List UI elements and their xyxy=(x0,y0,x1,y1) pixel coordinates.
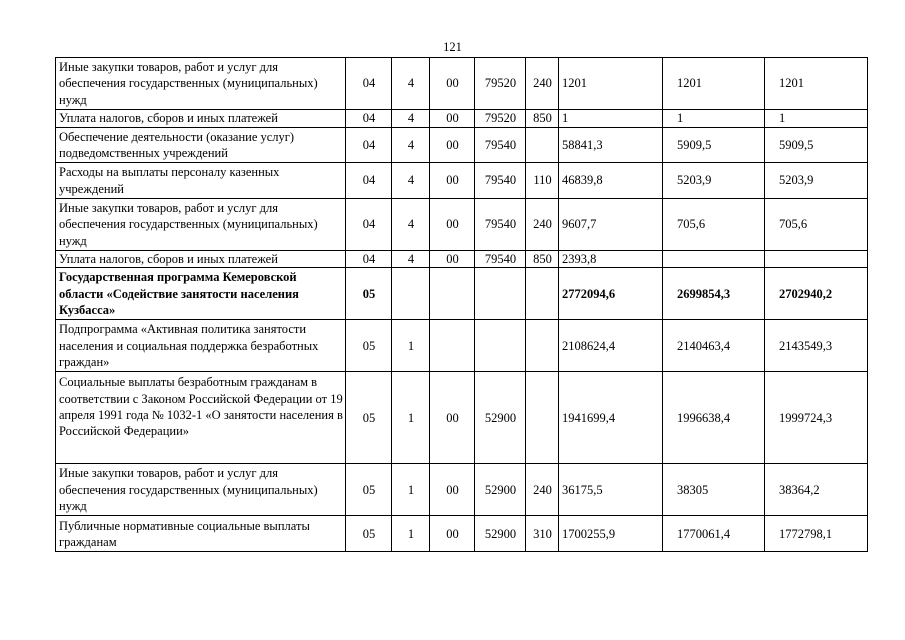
expense-type-code: 240 xyxy=(526,58,559,110)
section-code: 04 xyxy=(346,199,392,251)
section-code: 04 xyxy=(346,58,392,110)
row-name: Обеспечение деятельности (оказание услуг) подведомственных учреждений xyxy=(56,128,346,163)
section-code: 05 xyxy=(346,320,392,372)
row-name: Расходы на выплаты персоналу казенных учреждений xyxy=(56,163,346,199)
main-measure-code: 00 xyxy=(430,110,475,128)
direction-code: 52900 xyxy=(475,464,526,516)
main-measure-code: 00 xyxy=(430,372,475,464)
amount-year-3 xyxy=(765,251,868,268)
amount-year-3: 5203,9 xyxy=(765,163,868,199)
expense-type-code xyxy=(526,320,559,372)
subprogram-code: 4 xyxy=(392,163,430,199)
table-row xyxy=(56,199,868,251)
table-row-program xyxy=(56,268,868,320)
expense-type-code: 240 xyxy=(526,464,559,516)
direction-code xyxy=(475,320,526,372)
amount-year-2: 1201 xyxy=(663,58,765,110)
amount-year-3: 1772798,1 xyxy=(765,516,868,552)
main-measure-code xyxy=(430,320,475,372)
amount-year-2: 1770061,4 xyxy=(663,516,765,552)
main-measure-code: 00 xyxy=(430,199,475,251)
table-row xyxy=(56,372,868,464)
subprogram-code: 4 xyxy=(392,199,430,251)
main-measure-code: 00 xyxy=(430,58,475,110)
subprogram-code: 4 xyxy=(392,251,430,268)
row-name: Государственная программа Кемеровской области «Содействие занятости населения Кузбасса» xyxy=(56,268,346,320)
amount-year-2: 5909,5 xyxy=(663,128,765,163)
expense-type-code xyxy=(526,268,559,320)
section-code: 04 xyxy=(346,163,392,199)
row-name: Иные закупки товаров, работ и услуг для обеспечения государственных (муниципальных) нужд xyxy=(56,464,346,516)
main-measure-code: 00 xyxy=(430,516,475,552)
row-name: Уплата налогов, сборов и иных платежей xyxy=(56,251,346,268)
amount-year-1: 36175,5 xyxy=(559,464,663,516)
budget-table-body xyxy=(56,58,868,552)
table-row xyxy=(56,320,868,372)
amount-year-2: 1 xyxy=(663,110,765,128)
amount-year-3: 1 xyxy=(765,110,868,128)
table-row xyxy=(56,128,868,163)
amount-year-1: 9607,7 xyxy=(559,199,663,251)
amount-year-2: 1996638,4 xyxy=(663,372,765,464)
expense-type-code: 310 xyxy=(526,516,559,552)
amount-year-2: 2140463,4 xyxy=(663,320,765,372)
section-code: 04 xyxy=(346,251,392,268)
subprogram-code xyxy=(392,268,430,320)
amount-year-3: 705,6 xyxy=(765,199,868,251)
section-code: 05 xyxy=(346,268,392,320)
amount-year-2: 38305 xyxy=(663,464,765,516)
direction-code: 79520 xyxy=(475,110,526,128)
row-name: Подпрограмма «Активная политика занятости населения и социальная поддержка безработных граждан» xyxy=(56,320,346,372)
amount-year-3: 5909,5 xyxy=(765,128,868,163)
subprogram-code: 1 xyxy=(392,372,430,464)
main-measure-code xyxy=(430,268,475,320)
table-row xyxy=(56,58,868,110)
amount-year-1: 1941699,4 xyxy=(559,372,663,464)
section-code: 04 xyxy=(346,128,392,163)
section-code: 05 xyxy=(346,516,392,552)
direction-code: 52900 xyxy=(475,516,526,552)
table-row xyxy=(56,516,868,552)
amount-year-2 xyxy=(663,251,765,268)
amount-year-1: 1 xyxy=(559,110,663,128)
main-measure-code: 00 xyxy=(430,251,475,268)
section-code: 04 xyxy=(346,110,392,128)
amount-year-3: 2143549,3 xyxy=(765,320,868,372)
direction-code: 52900 xyxy=(475,372,526,464)
direction-code: 79540 xyxy=(475,199,526,251)
main-measure-code: 00 xyxy=(430,464,475,516)
amount-year-2: 2699854,3 xyxy=(663,268,765,320)
expense-type-code xyxy=(526,128,559,163)
amount-year-1: 2108624,4 xyxy=(559,320,663,372)
amount-year-3: 1999724,3 xyxy=(765,372,868,464)
direction-code: 79540 xyxy=(475,128,526,163)
amount-year-2: 705,6 xyxy=(663,199,765,251)
page-number: 121 xyxy=(443,40,462,54)
expense-type-code: 110 xyxy=(526,163,559,199)
amount-year-1: 1201 xyxy=(559,58,663,110)
subprogram-code: 4 xyxy=(392,58,430,110)
direction-code xyxy=(475,268,526,320)
table-row xyxy=(56,163,868,199)
table-row xyxy=(56,464,868,516)
amount-year-3: 1201 xyxy=(765,58,868,110)
row-name: Публичные нормативные социальные выплаты гражданам xyxy=(56,516,346,552)
subprogram-code: 4 xyxy=(392,110,430,128)
amount-year-3: 38364,2 xyxy=(765,464,868,516)
amount-year-3: 2702940,2 xyxy=(765,268,868,320)
subprogram-code: 1 xyxy=(392,464,430,516)
amount-year-1: 46839,8 xyxy=(559,163,663,199)
row-name: Уплата налогов, сборов и иных платежей xyxy=(56,110,346,128)
amount-year-1: 2393,8 xyxy=(559,251,663,268)
expense-type-code: 850 xyxy=(526,251,559,268)
table-row xyxy=(56,251,868,268)
expense-type-code: 240 xyxy=(526,199,559,251)
main-measure-code: 00 xyxy=(430,163,475,199)
section-code: 05 xyxy=(346,464,392,516)
table-row xyxy=(56,110,868,128)
direction-code: 79540 xyxy=(475,251,526,268)
expense-type-code xyxy=(526,372,559,464)
subprogram-code: 4 xyxy=(392,128,430,163)
row-name: Иные закупки товаров, работ и услуг для обеспечения государственных (муниципальных) нужд xyxy=(56,58,346,110)
subprogram-code: 1 xyxy=(392,320,430,372)
budget-table xyxy=(55,57,868,552)
amount-year-1: 1700255,9 xyxy=(559,516,663,552)
section-code: 05 xyxy=(346,372,392,464)
row-name: Социальные выплаты безработным гражданам в соответствии с Законом Российской Федерации от 19 апреля 1991 года № 1032-1 «О занятости населения в Российской Федерации» xyxy=(56,372,346,464)
direction-code: 79520 xyxy=(475,58,526,110)
main-measure-code: 00 xyxy=(430,128,475,163)
direction-code: 79540 xyxy=(475,163,526,199)
amount-year-1: 58841,3 xyxy=(559,128,663,163)
subprogram-code: 1 xyxy=(392,516,430,552)
amount-year-1: 2772094,6 xyxy=(559,268,663,320)
row-name: Иные закупки товаров, работ и услуг для обеспечения государственных (муниципальных) нужд xyxy=(56,199,346,251)
amount-year-2: 5203,9 xyxy=(663,163,765,199)
expense-type-code: 850 xyxy=(526,110,559,128)
